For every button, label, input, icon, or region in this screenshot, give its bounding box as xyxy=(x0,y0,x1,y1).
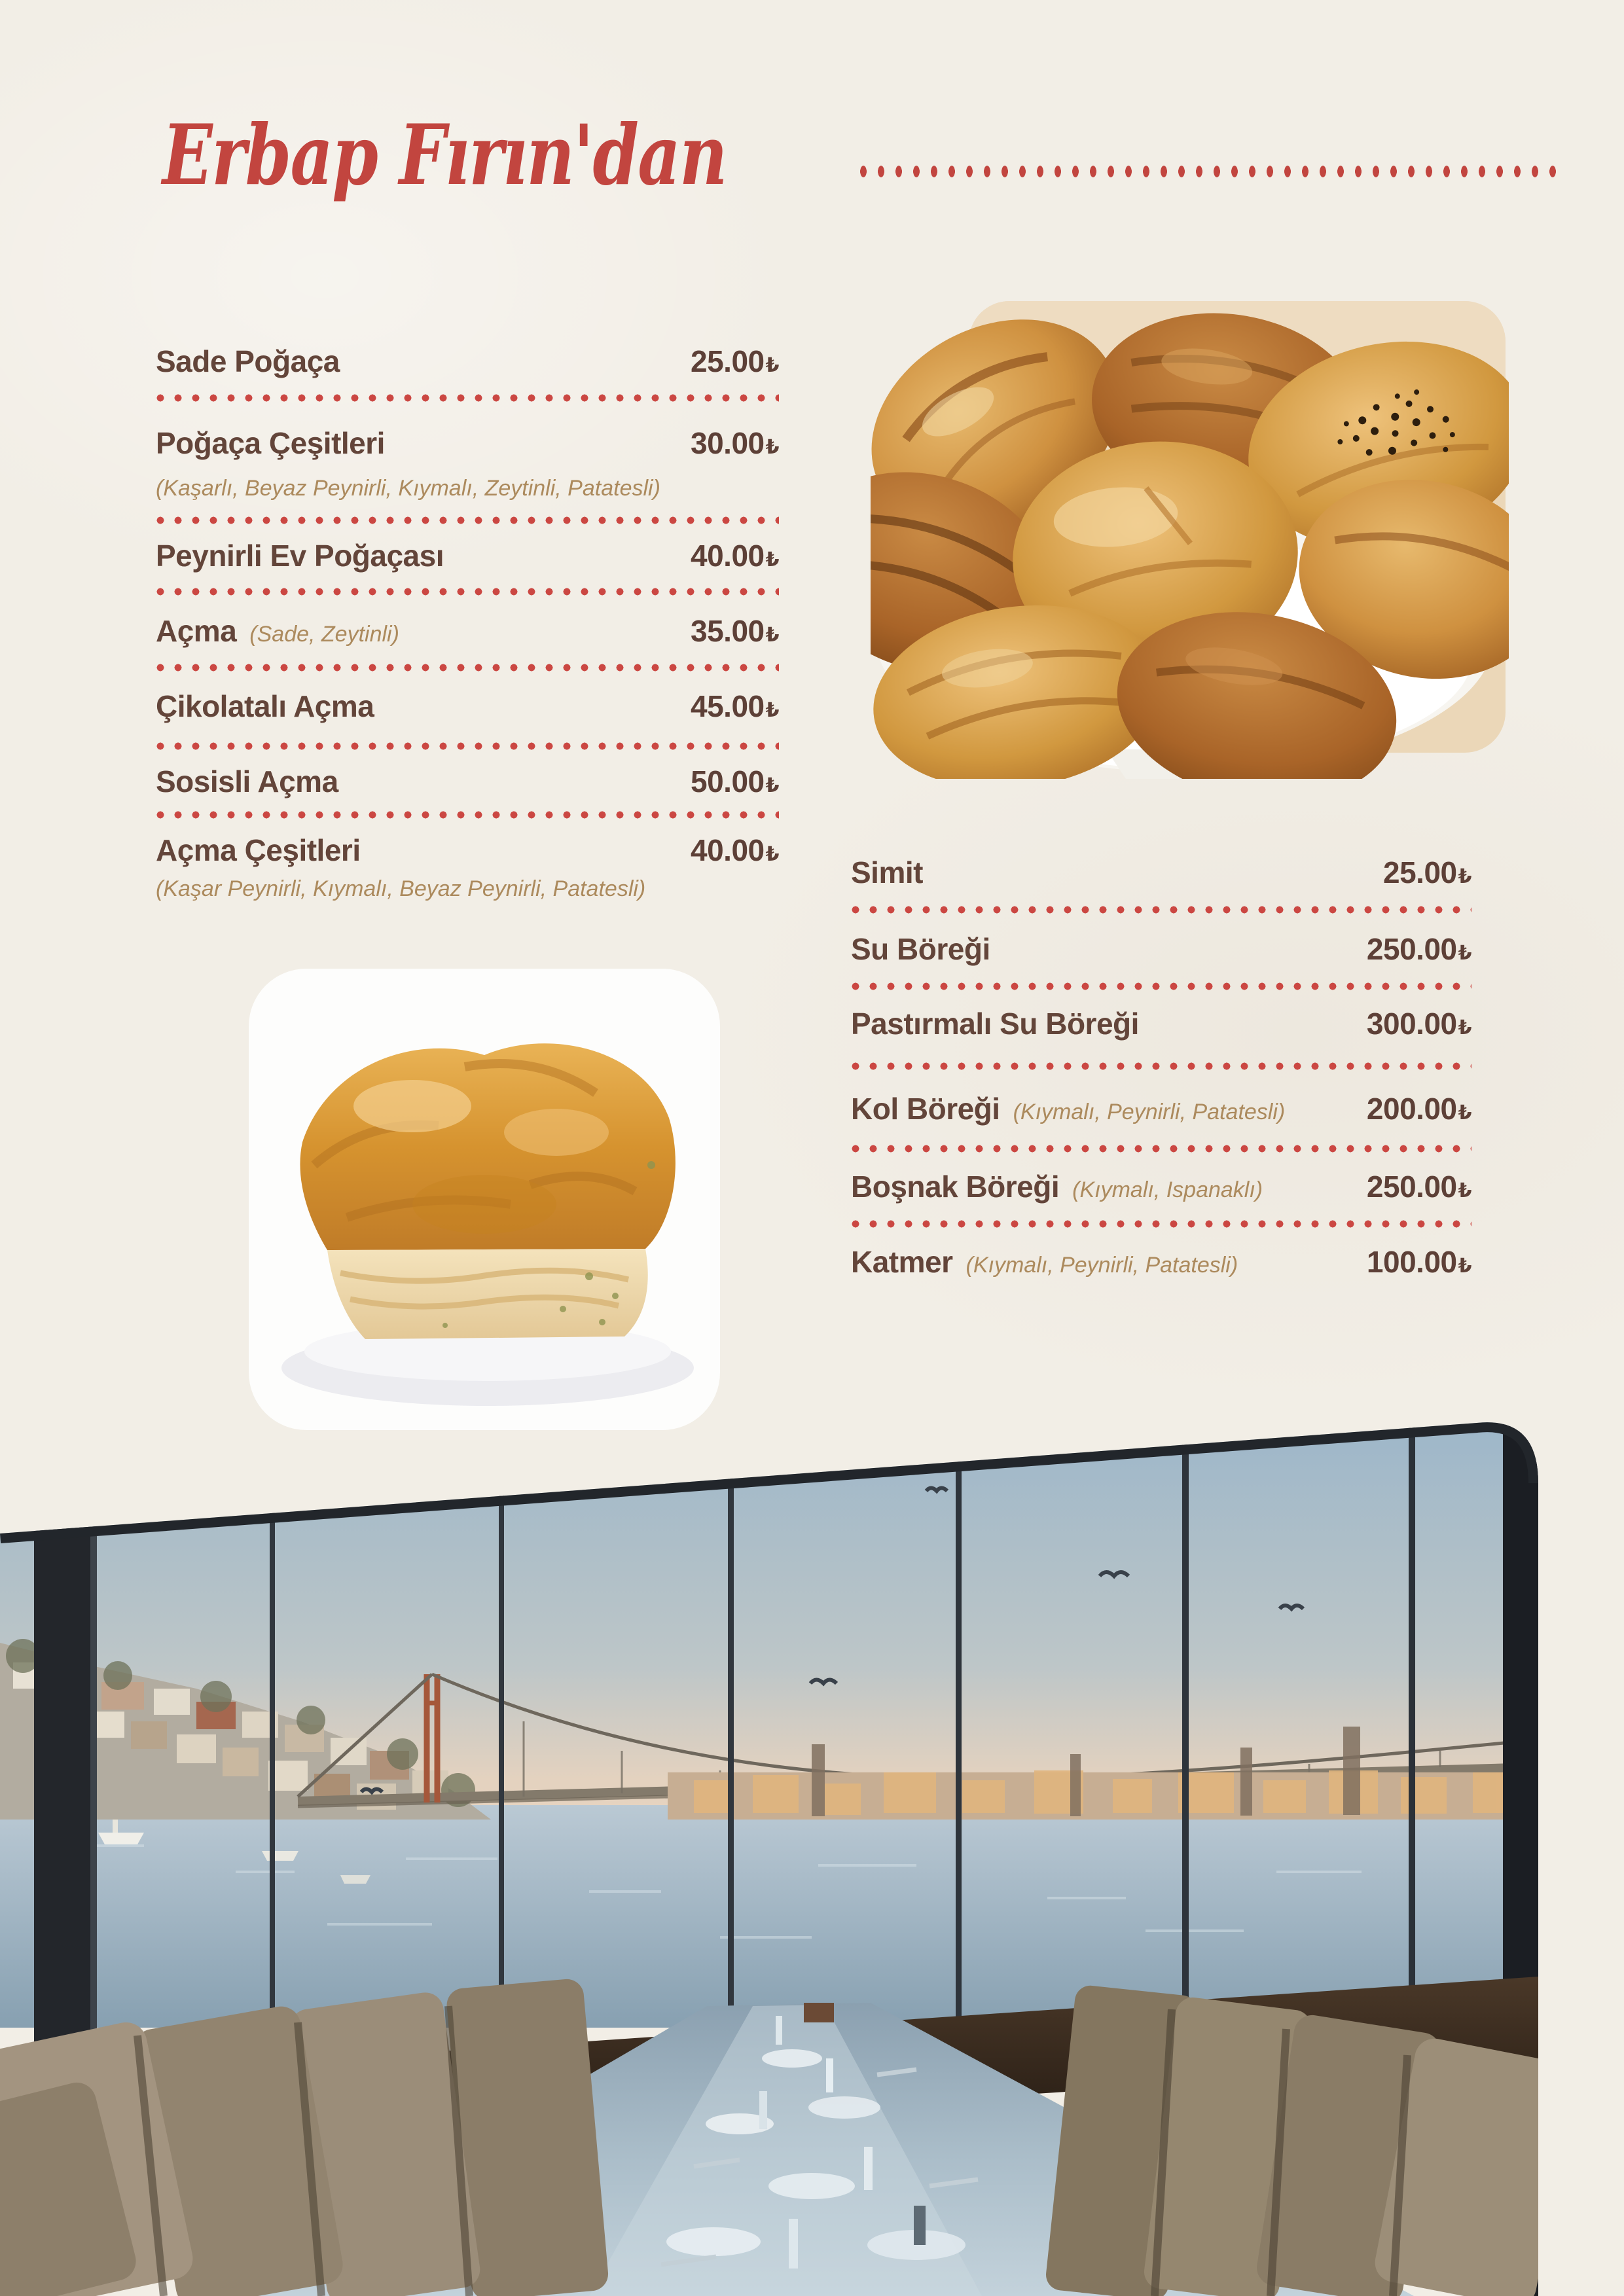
item-price: 30.00₺ xyxy=(691,426,779,460)
dotted-separator xyxy=(156,663,779,672)
currency-symbol: ₺ xyxy=(765,774,779,797)
currency-symbol: ₺ xyxy=(1458,1102,1471,1124)
borek-illustration xyxy=(249,969,720,1430)
item-price: 250.00₺ xyxy=(1366,932,1471,966)
currency-symbol: ₺ xyxy=(1458,942,1471,965)
item-name: Açma xyxy=(156,614,237,648)
dotted-separator xyxy=(851,1062,1471,1071)
item-price: 45.00₺ xyxy=(691,689,779,723)
dotted-separator xyxy=(156,516,779,525)
currency-symbol: ₺ xyxy=(1458,865,1471,888)
currency-symbol: ₺ xyxy=(1458,1179,1471,1202)
item-name: Katmer xyxy=(851,1245,953,1279)
pastry-plate-image xyxy=(871,298,1509,779)
menu-item xyxy=(156,833,779,868)
item-desc: (Sade, Zeytinli) xyxy=(249,622,399,647)
menu-item xyxy=(851,855,1471,890)
menu-item xyxy=(156,538,779,573)
item-desc: (Kaşarlı, Beyaz Peynirli, Kıymalı, Zeytinli, Patatesli) xyxy=(156,476,660,501)
currency-symbol: ₺ xyxy=(765,843,779,866)
item-price: 25.00₺ xyxy=(1383,855,1471,889)
currency-symbol: ₺ xyxy=(765,699,779,722)
item-name: Simit xyxy=(851,855,923,889)
item-price: 250.00₺ xyxy=(1366,1170,1471,1204)
item-desc: (Kıymalı, Peynirli, Patatesli) xyxy=(965,1253,1238,1278)
restaurant-photo xyxy=(0,1414,1538,2296)
item-desc: (Kıymalı, Peynirli, Patatesli) xyxy=(1013,1100,1286,1124)
currency-symbol: ₺ xyxy=(1458,1016,1471,1039)
menu-item xyxy=(851,1091,1471,1126)
title-dotted-line xyxy=(859,161,1567,182)
menu-item xyxy=(156,764,779,799)
menu-item xyxy=(851,1244,1471,1280)
dotted-separator xyxy=(851,1144,1471,1153)
currency-symbol: ₺ xyxy=(1458,1255,1471,1278)
borek-image xyxy=(249,969,720,1430)
item-price: 300.00₺ xyxy=(1366,1007,1471,1041)
dotted-separator xyxy=(851,1219,1471,1229)
item-price: 200.00₺ xyxy=(1366,1092,1471,1126)
item-price: 40.00₺ xyxy=(691,539,779,573)
pastry-plate-illustration xyxy=(871,298,1509,779)
page-title: Erbap Fırın'dan xyxy=(162,107,727,204)
item-price: 35.00₺ xyxy=(691,614,779,648)
menu-item xyxy=(156,613,779,649)
item-name: Kol Böreği xyxy=(851,1092,1000,1126)
item-name: Poğaça Çeşitleri xyxy=(156,426,385,460)
menu-item xyxy=(156,689,779,724)
currency-symbol: ₺ xyxy=(765,548,779,571)
foreground xyxy=(0,1977,1538,2296)
item-name: Boşnak Böreği xyxy=(851,1170,1060,1204)
item-name: Çikolatalı Açma xyxy=(156,689,374,723)
currency-symbol: ₺ xyxy=(765,624,779,647)
menu-item xyxy=(156,425,779,461)
menu-item xyxy=(851,931,1471,967)
item-price: 100.00₺ xyxy=(1366,1245,1471,1279)
dotted-separator xyxy=(851,905,1471,914)
item-name: Pastırmalı Su Böreği xyxy=(851,1007,1139,1041)
item-price: 40.00₺ xyxy=(691,833,779,867)
dotted-separator xyxy=(156,810,779,819)
item-name: Açma Çeşitleri xyxy=(156,833,361,867)
borek-slice xyxy=(300,1043,675,1339)
currency-symbol: ₺ xyxy=(765,354,779,377)
item-name: Sosisli Açma xyxy=(156,764,338,798)
dotted-separator xyxy=(156,587,779,596)
menu-item xyxy=(851,1006,1471,1041)
dotted-separator xyxy=(851,982,1471,991)
menu-item xyxy=(851,1169,1471,1204)
dotted-separator xyxy=(156,393,779,403)
item-price: 25.00₺ xyxy=(691,344,779,378)
item-name: Su Böreği xyxy=(851,932,990,966)
item-desc: (Kaşar Peynirli, Kıymalı, Beyaz Peynirli, Patatesli) xyxy=(156,876,646,901)
dotted-separator xyxy=(156,742,779,751)
item-desc: (Kıymalı, Ispanaklı) xyxy=(1072,1177,1263,1202)
item-name: Peynirli Ev Poğaçası xyxy=(156,539,444,573)
currency-symbol: ₺ xyxy=(765,436,779,459)
restaurant-illustration xyxy=(0,1414,1538,2296)
menu-item xyxy=(156,344,779,379)
item-name: Sade Poğaça xyxy=(156,344,340,378)
item-price: 50.00₺ xyxy=(691,764,779,798)
